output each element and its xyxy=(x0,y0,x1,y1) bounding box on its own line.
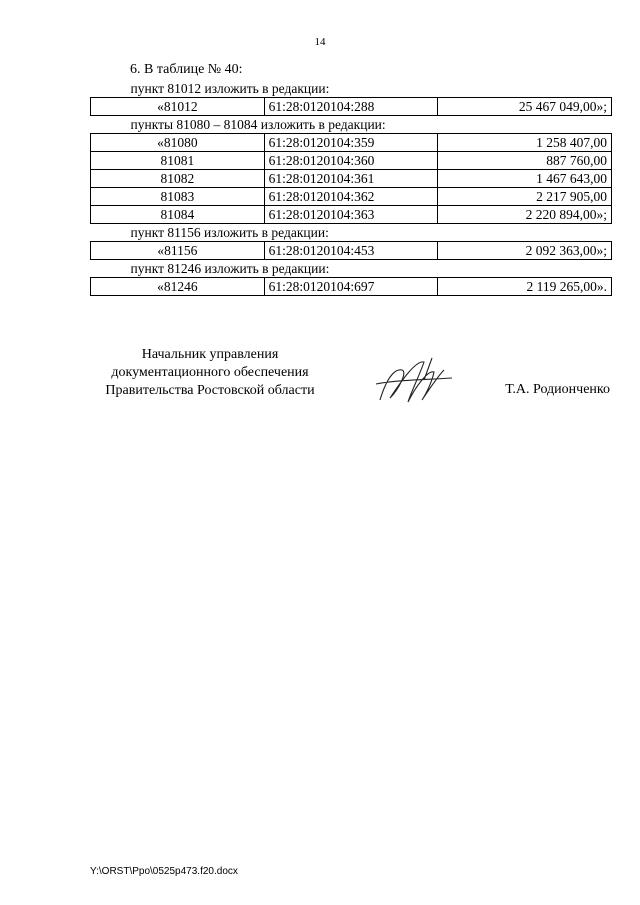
caption-text: пункт 81246 изложить в редакции: xyxy=(130,261,330,276)
amount: 1 258 407,00 xyxy=(438,134,612,152)
item-number: 81083 xyxy=(91,188,265,206)
signatory-line: документационного обеспечения xyxy=(111,365,309,380)
item-number: «81080 xyxy=(91,134,265,152)
caption-text: пункт 81012 изложить в редакции: xyxy=(130,81,330,96)
footer-file-path: Y:\ORST\Ppo\0525p473.f20.docx xyxy=(90,866,238,877)
cadastral-number: 61:28:0120104:359 xyxy=(264,134,438,152)
table-row xyxy=(91,278,612,296)
table-caption-row xyxy=(91,80,612,98)
cadastral-number: 61:28:0120104:361 xyxy=(264,170,438,188)
table-caption-row xyxy=(91,116,612,134)
handwritten-signature xyxy=(372,350,462,410)
signatory-line: Начальник управления xyxy=(141,347,279,362)
item-number: «81156 xyxy=(91,242,265,260)
signatory-name: Т.А. Родионченко xyxy=(505,382,610,397)
table-row xyxy=(91,134,612,152)
cadastral-number: 61:28:0120104:360 xyxy=(264,152,438,170)
item-number: 81084 xyxy=(91,206,265,224)
amount: 2 220 894,00»; xyxy=(438,206,612,224)
cadastral-number: 61:28:0120104:363 xyxy=(264,206,438,224)
cadastral-number: 61:28:0120104:697 xyxy=(264,278,438,296)
page-number: 14 xyxy=(314,36,326,48)
cadastral-number: 61:28:0120104:362 xyxy=(264,188,438,206)
signatory-title xyxy=(90,346,330,400)
item-number: «81246 xyxy=(91,278,265,296)
amount: 2 092 363,00»; xyxy=(438,242,612,260)
cadastral-number: 61:28:0120104:453 xyxy=(264,242,438,260)
table-row xyxy=(91,206,612,224)
caption-text: пункты 81080 – 81084 изложить в редакции: xyxy=(130,117,386,132)
table-caption-row xyxy=(91,260,612,278)
amendments-table xyxy=(90,80,612,296)
table-row xyxy=(91,188,612,206)
amount: 2 119 265,00». xyxy=(438,278,612,296)
table-row xyxy=(91,170,612,188)
table-row xyxy=(91,98,612,116)
signatory-line: Правительства Ростовской области xyxy=(105,383,315,398)
item-number: «81012 xyxy=(91,98,265,116)
item-number: 81082 xyxy=(91,170,265,188)
table-row xyxy=(91,242,612,260)
table-caption-row xyxy=(91,224,612,242)
table-row xyxy=(91,152,612,170)
amount: 1 467 643,00 xyxy=(438,170,612,188)
amount: 887 760,00 xyxy=(438,152,612,170)
section-heading: 6. В таблице № 40: xyxy=(130,62,243,77)
item-number: 81081 xyxy=(91,152,265,170)
caption-text: пункт 81156 изложить в редакции: xyxy=(130,225,329,240)
cadastral-number: 61:28:0120104:288 xyxy=(264,98,438,116)
amount: 25 467 049,00»; xyxy=(438,98,612,116)
amount: 2 217 905,00 xyxy=(438,188,612,206)
